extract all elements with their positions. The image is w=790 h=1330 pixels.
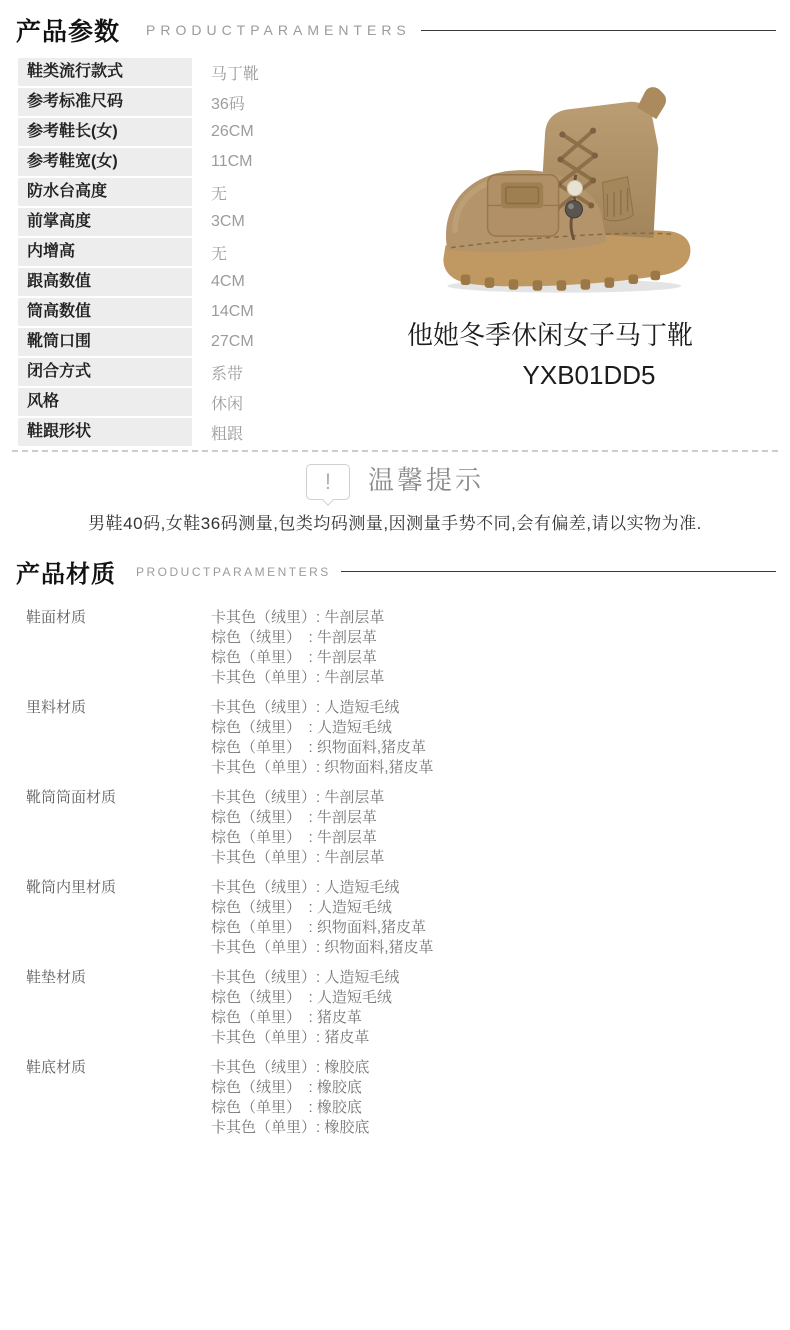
material-line: 卡其色（绒里）: 人造短毛绒	[211, 879, 400, 896]
material-label: 鞋垫材质	[26, 969, 87, 986]
materials-section-subtitle: PRODUCTPARAMENTERS	[136, 564, 331, 579]
spec-label: 鞋类流行款式	[18, 58, 192, 86]
material-line: 卡其色（绒里）: 人造短毛绒	[211, 699, 400, 716]
spec-label: 参考标准尺码	[18, 88, 192, 116]
material-label: 鞋面材质	[26, 609, 87, 626]
spec-value: 27CM	[211, 333, 254, 350]
product-model: YXB01DD5	[522, 360, 656, 390]
material-line: 卡其色（绒里）: 人造短毛绒	[211, 969, 400, 986]
material-block	[26, 1058, 790, 1138]
spec-row	[18, 388, 390, 416]
spec-row	[18, 358, 390, 386]
material-block	[26, 698, 790, 778]
spec-row	[18, 148, 390, 176]
material-block	[26, 968, 790, 1048]
spec-value: 36码	[211, 95, 245, 113]
spec-row	[18, 298, 390, 326]
material-lines	[211, 878, 434, 958]
material-line: 卡其色（单里）: 猪皮革	[211, 1029, 370, 1046]
material-line: 棕色（单里） : 织物面料,猪皮革	[211, 739, 427, 756]
material-line: 卡其色（单里）: 牛剖层革	[211, 669, 385, 686]
material-line: 卡其色（单里）: 织物面料,猪皮革	[211, 939, 434, 956]
material-line: 卡其色（单里）: 织物面料,猪皮革	[211, 759, 434, 776]
spec-value: 14CM	[211, 303, 254, 320]
spec-row	[18, 418, 390, 446]
spec-value: 11CM	[211, 153, 253, 170]
material-line: 卡其色（绒里）: 牛剖层革	[211, 609, 385, 626]
material-lines	[211, 1058, 369, 1138]
spec-label: 筒高数值	[18, 298, 192, 326]
material-line: 棕色（绒里） : 牛剖层革	[211, 809, 377, 826]
spec-value: 无	[211, 185, 228, 203]
material-block	[26, 608, 790, 688]
material-lines	[211, 698, 434, 778]
material-line: 棕色（绒里） : 人造短毛绒	[211, 989, 392, 1006]
header-rule	[421, 30, 776, 31]
spec-label: 鞋跟形状	[18, 418, 192, 446]
spec-label: 防水台高度	[18, 178, 192, 206]
material-line: 棕色（绒里） : 人造短毛绒	[211, 719, 392, 736]
material-line: 棕色（单里） : 橡胶底	[211, 1099, 362, 1116]
spec-value: 粗跟	[211, 425, 244, 443]
params-section-title: 产品参数	[16, 18, 121, 46]
material-label: 里料材质	[26, 699, 87, 716]
material-lines	[211, 788, 384, 868]
product-name: 他她冬季休闲女子马丁靴	[406, 320, 693, 350]
spec-row	[18, 118, 390, 146]
materials-section-header	[0, 542, 790, 595]
material-label: 靴筒筒面材质	[26, 789, 117, 806]
material-line: 棕色（单里） : 织物面料,猪皮革	[211, 919, 427, 936]
params-section-header	[0, 0, 790, 54]
spec-value: 系带	[211, 365, 244, 383]
material-label: 靴筒内里材质	[26, 879, 117, 896]
material-label: 鞋底材质	[26, 1059, 87, 1076]
notice-title: 温馨提示	[367, 465, 484, 495]
dashed-divider	[12, 450, 778, 452]
spec-row	[18, 238, 390, 266]
params-content	[0, 58, 790, 448]
exclamation-icon	[306, 464, 350, 500]
spec-table	[18, 58, 390, 448]
spec-label: 闭合方式	[18, 358, 192, 386]
spec-label: 跟高数值	[18, 268, 192, 296]
spec-row	[18, 208, 390, 236]
material-lines	[211, 608, 384, 688]
spec-label: 风格	[18, 388, 192, 416]
spec-row	[18, 58, 390, 86]
spec-label: 参考鞋宽(女)	[18, 148, 192, 176]
header-rule	[341, 571, 776, 572]
product-image-boot	[432, 86, 710, 298]
spec-row	[18, 268, 390, 296]
spec-label: 内增高	[18, 238, 192, 266]
materials-section-title: 产品材质	[16, 561, 116, 588]
material-block	[26, 878, 790, 958]
material-line: 棕色（单里） : 牛剖层革	[211, 829, 377, 846]
material-line: 棕色（单里） : 牛剖层革	[211, 649, 377, 666]
spec-value: 4CM	[211, 273, 245, 290]
boot-pocket	[488, 175, 559, 236]
params-section-subtitle: PRODUCTPARAMENTERS	[146, 22, 411, 38]
spec-row	[18, 178, 390, 206]
product-panel	[390, 58, 710, 448]
material-line: 卡其色（单里）: 牛剖层革	[211, 849, 385, 866]
spec-value: 3CM	[211, 213, 245, 230]
material-line: 棕色（单里） : 猪皮革	[211, 1009, 362, 1026]
material-line: 棕色（绒里） : 人造短毛绒	[211, 899, 392, 916]
notice-text: 男鞋40码,女鞋36码测量,包类均码测量,因测量手势不同,会有偏差,请以实物为准.	[88, 514, 702, 533]
material-line: 卡其色（绒里）: 牛剖层革	[211, 789, 385, 806]
materials-list	[0, 595, 790, 1138]
notice-head	[0, 460, 790, 500]
spec-label: 前掌高度	[18, 208, 192, 236]
exclamation-glyph: !	[324, 469, 332, 494]
material-block	[26, 788, 790, 868]
material-line: 卡其色（单里）: 橡胶底	[211, 1119, 370, 1136]
material-line: 棕色（绒里） : 牛剖层革	[211, 629, 377, 646]
spec-value: 26CM	[211, 123, 254, 140]
spec-value: 无	[211, 245, 228, 263]
spec-value: 休闲	[211, 395, 244, 413]
spec-row	[18, 328, 390, 356]
notice-section	[0, 460, 790, 534]
material-line: 棕色（绒里） : 橡胶底	[211, 1079, 362, 1096]
material-lines	[211, 968, 399, 1048]
spec-label: 靴筒口围	[18, 328, 192, 356]
spec-value: 马丁靴	[211, 65, 260, 83]
spec-label: 参考鞋长(女)	[18, 118, 192, 146]
material-line: 卡其色（绒里）: 橡胶底	[211, 1059, 370, 1076]
spec-row	[18, 88, 390, 116]
